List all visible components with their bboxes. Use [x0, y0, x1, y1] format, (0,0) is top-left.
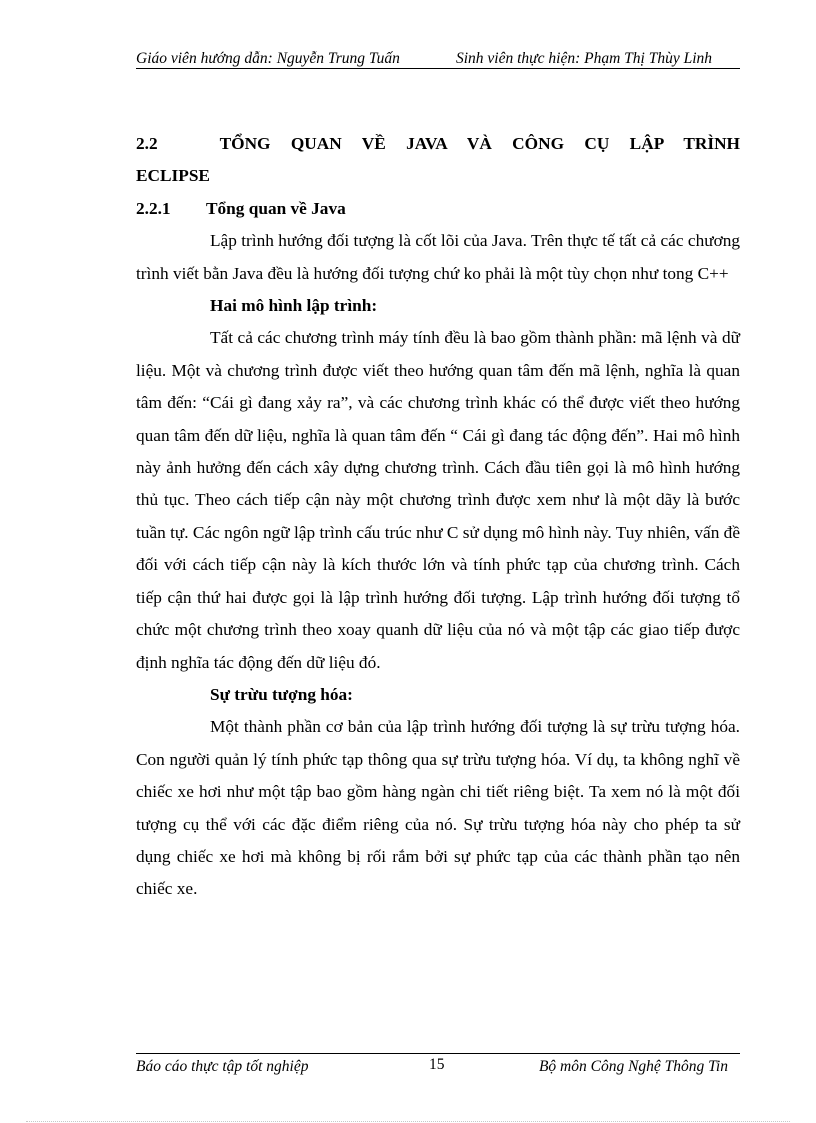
page-bottom-divider: [26, 1121, 790, 1122]
header-student: Sinh viên thực hiện: Phạm Thị Thùy Linh: [456, 50, 712, 67]
section-title-line2: ECLIPSE: [136, 166, 210, 186]
label-abstraction: Sự trừu tượng hóa:: [210, 684, 353, 704]
subsection-number: 2.2.1: [136, 198, 171, 218]
header-supervisor: Giáo viên hướng dẫn: Nguyễn Trung Tuấn: [136, 50, 400, 67]
label-programming-models: Hai mô hình lập trình:: [210, 296, 378, 316]
subsection-title: Tổng quan về Java: [206, 198, 346, 218]
paragraph-abstraction: Một thành phần cơ bản của lập trình hướng đối tượng là sự trừu tượng hóa. Con người quản lý tính phức tạp thông qua sự trừu tượng hóa. Ví dụ, ta không nghĩ về chiếc xe hơi như một tập bao gồm hàng ngàn chi tiết riêng biệt. Ta xem nó là một đối tượng cụ thể với các đặc điểm riêng của nó. Sự trừu tượng hóa này cho phép ta sử dụng chiếc xe hơi mà không bị rối rắm bởi sự phức tạp của các thành phần tạo nên chiếc xe.: [136, 717, 740, 899]
footer-report-title: Báo cáo thực tập tốt nghiệp: [136, 1058, 309, 1075]
page-number: 15: [429, 1056, 445, 1073]
paragraph-models: Tất cả các chương trình máy tính đều là bao gồm thành phần: mã lệnh và dữ liệu. Một và chương trình được viết theo hướng quan tâm đến mã lệnh, nghĩa là quan tâm đến: “Cái gì đang xảy ra”, và các chương trình khác có thể được viết theo hướng quan tâm đến dữ liệu, nghĩa là quan tâm đến “ Cái gì đang tác động đến”. Hai mô hình này ảnh hưởng đến cách xây dựng chương trình. Cách đầu tiên gọi là mô hình hướng thủ tục. Theo cách tiếp cận này một chương trình được xem như là một dãy là bước tuần tự. Các ngôn ngữ lập trình cấu trúc như C sử dụng mô hình này. Tuy nhiên, vấn đề đối với cách tiếp cận này là kích thước lớn và tính phức tạp của chương trình. Cách tiếp cận thứ hai được gọi là lập trình hướng đối tượng. Lập trình hướng đối tượng tổ chức một chương trình theo xoay quanh dữ liệu của nó và một tập các giao tiếp được định nghĩa tác động đến dữ liệu đó.: [136, 328, 740, 672]
section-heading: [136, 128, 740, 160]
subsection-heading: [136, 193, 740, 225]
section-title-line1: TỔNG QUAN VỀ JAVA VÀ CÔNG CỤ LẬP TRÌNH: [219, 134, 740, 153]
page-footer: [136, 1053, 740, 1082]
section-number: 2.2: [136, 134, 158, 153]
footer-department: Bộ môn Công Nghệ Thông Tin: [538, 1058, 728, 1075]
page-header: [136, 48, 740, 69]
paragraph-intro: Lập trình hướng đối tượng là cốt lõi của Java. Trên thực tế tất cả các chương trình viết bằn Java đều là hướng đối tượng chứ ko phải là một tùy chọn như tong C++: [136, 231, 740, 283]
document-body: [136, 128, 740, 906]
